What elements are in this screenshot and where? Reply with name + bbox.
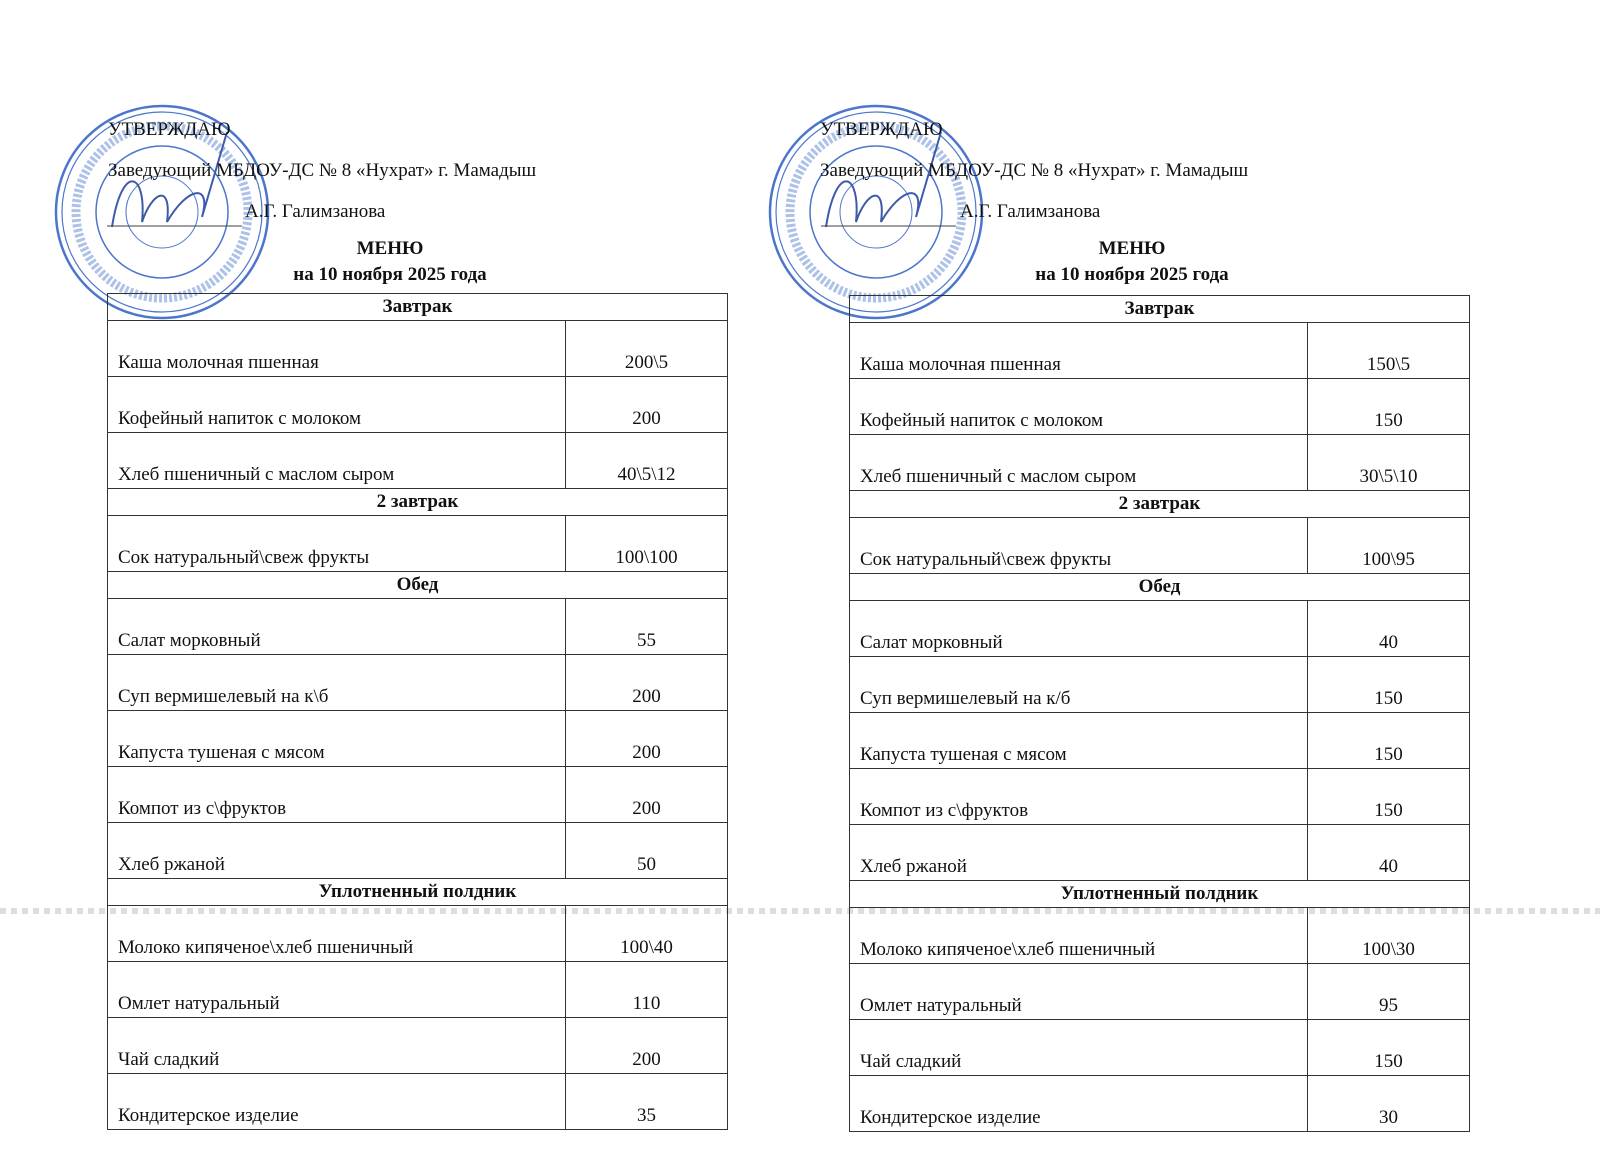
- section-header-row: [850, 881, 1470, 908]
- portion-weight: 100\100: [566, 516, 728, 572]
- menu-item-row: [108, 321, 728, 377]
- menu-item-row: [108, 1074, 728, 1130]
- dish-name: Чай сладкий: [850, 1020, 1308, 1076]
- section-title: Уплотненный полдник: [108, 879, 728, 906]
- dish-name: Сок натуральный\свеж фрукты: [850, 518, 1308, 574]
- menu-item-row: [850, 1076, 1470, 1132]
- dish-name: Кондитерское изделие: [108, 1074, 566, 1130]
- section-header-row: [108, 879, 728, 906]
- menu-item-row: [850, 769, 1470, 825]
- portion-weight: 150: [1308, 769, 1470, 825]
- menu-item-row: [850, 518, 1470, 574]
- menu-page-left: [0, 0, 760, 1164]
- dish-name: Компот из с\фруктов: [850, 769, 1308, 825]
- menu-item-row: [108, 767, 728, 823]
- portion-weight: 200: [566, 655, 728, 711]
- menu-item-row: [850, 713, 1470, 769]
- dish-name: Хлеб пшеничный с маслом сыром: [850, 435, 1308, 491]
- section-title: 2 завтрак: [108, 489, 728, 516]
- portion-weight: 150: [1308, 379, 1470, 435]
- menu-item-row: [108, 377, 728, 433]
- portion-weight: 150\5: [1308, 323, 1470, 379]
- portion-weight: 95: [1308, 964, 1470, 1020]
- portion-weight: 150: [1308, 713, 1470, 769]
- portion-weight: 200\5: [566, 321, 728, 377]
- menu-item-row: [850, 379, 1470, 435]
- portion-weight: 100\30: [1308, 908, 1470, 964]
- dish-name: Кофейный напиток с молоком: [850, 379, 1308, 435]
- menu-item-row: [108, 599, 728, 655]
- approval-label: УТВЕРЖДАЮ: [108, 119, 231, 140]
- dish-name: Хлеб пшеничный с маслом сыром: [108, 433, 566, 489]
- menu-item-row: [850, 323, 1470, 379]
- section-header-row: [850, 574, 1470, 601]
- menu-table: [107, 293, 728, 1130]
- menu-page-right: [742, 0, 1502, 1164]
- approver-position: Заведующий МБДОУ-ДС № 8 «Нухрат» г. Мамадыш: [820, 160, 1249, 181]
- portion-weight: 30: [1308, 1076, 1470, 1132]
- portion-weight: 100\40: [566, 906, 728, 962]
- dish-name: Сок натуральный\свеж фрукты: [108, 516, 566, 572]
- portion-weight: 150: [1308, 657, 1470, 713]
- menu-item-row: [108, 906, 728, 962]
- menu-item-row: [850, 908, 1470, 964]
- portion-weight: 55: [566, 599, 728, 655]
- dish-name: Молоко кипяченое\хлеб пшеничный: [850, 908, 1308, 964]
- dish-name: Чай сладкий: [108, 1018, 566, 1074]
- section-header-row: [108, 489, 728, 516]
- menu-table: [849, 295, 1470, 1132]
- dish-name: Суп вермишелевый на к/б: [850, 657, 1308, 713]
- dish-name: Капуста тушеная с мясом: [108, 711, 566, 767]
- menu-item-row: [850, 1020, 1470, 1076]
- dish-name: Омлет натуральный: [850, 964, 1308, 1020]
- section-header-row: [850, 491, 1470, 518]
- section-title: Обед: [850, 574, 1470, 601]
- menu-item-row: [850, 825, 1470, 881]
- approver-name: А.Г. Галимзанова: [245, 201, 386, 222]
- dish-name: Хлеб ржаной: [108, 823, 566, 879]
- portion-weight: 40: [1308, 601, 1470, 657]
- menu-title: МЕНЮ: [1098, 238, 1166, 259]
- menu-item-row: [108, 711, 728, 767]
- approval-label: УТВЕРЖДАЮ: [820, 119, 943, 140]
- dish-name: Хлеб ржаной: [850, 825, 1308, 881]
- menu-item-row: [850, 435, 1470, 491]
- menu-item-row: [108, 433, 728, 489]
- menu-item-row: [850, 657, 1470, 713]
- menu-item-row: [108, 655, 728, 711]
- menu-date: на 10 ноября 2025 года: [293, 264, 487, 285]
- approver-position: Заведующий МБДОУ-ДС № 8 «Нухрат» г. Мамадыш: [108, 160, 537, 181]
- dish-name: Молоко кипяченое\хлеб пшеничный: [108, 906, 566, 962]
- section-title: Завтрак: [850, 296, 1470, 323]
- dish-name: Кофейный напиток с молоком: [108, 377, 566, 433]
- section-header-row: [850, 296, 1470, 323]
- menu-item-row: [108, 1018, 728, 1074]
- dish-name: Салат морковный: [850, 601, 1308, 657]
- dish-name: Каша молочная пшенная: [108, 321, 566, 377]
- menu-item-row: [108, 516, 728, 572]
- portion-weight: 35: [566, 1074, 728, 1130]
- portion-weight: 100\95: [1308, 518, 1470, 574]
- portion-weight: 200: [566, 711, 728, 767]
- menu-item-row: [850, 601, 1470, 657]
- dish-name: Кондитерское изделие: [850, 1076, 1308, 1132]
- portion-weight: 30\5\10: [1308, 435, 1470, 491]
- dish-name: Капуста тушеная с мясом: [850, 713, 1308, 769]
- dish-name: Салат морковный: [108, 599, 566, 655]
- dish-name: Каша молочная пшенная: [850, 323, 1308, 379]
- menu-date: на 10 ноября 2025 года: [1035, 264, 1229, 285]
- portion-weight: 40: [1308, 825, 1470, 881]
- portion-weight: 200: [566, 1018, 728, 1074]
- portion-weight: 40\5\12: [566, 433, 728, 489]
- dish-name: Компот из с\фруктов: [108, 767, 566, 823]
- dish-name: Суп вермишелевый на к\б: [108, 655, 566, 711]
- section-title: 2 завтрак: [850, 491, 1470, 518]
- menu-item-row: [108, 962, 728, 1018]
- section-title: Уплотненный полдник: [850, 881, 1470, 908]
- portion-weight: 200: [566, 767, 728, 823]
- section-header-row: [108, 294, 728, 321]
- portion-weight: 110: [566, 962, 728, 1018]
- portion-weight: 150: [1308, 1020, 1470, 1076]
- menu-item-row: [108, 823, 728, 879]
- section-header-row: [108, 572, 728, 599]
- section-title: Обед: [108, 572, 728, 599]
- menu-title: МЕНЮ: [356, 238, 424, 259]
- approver-name: А.Г. Галимзанова: [960, 201, 1101, 222]
- portion-weight: 50: [566, 823, 728, 879]
- portion-weight: 200: [566, 377, 728, 433]
- section-title: Завтрак: [108, 294, 728, 321]
- dish-name: Омлет натуральный: [108, 962, 566, 1018]
- menu-item-row: [850, 964, 1470, 1020]
